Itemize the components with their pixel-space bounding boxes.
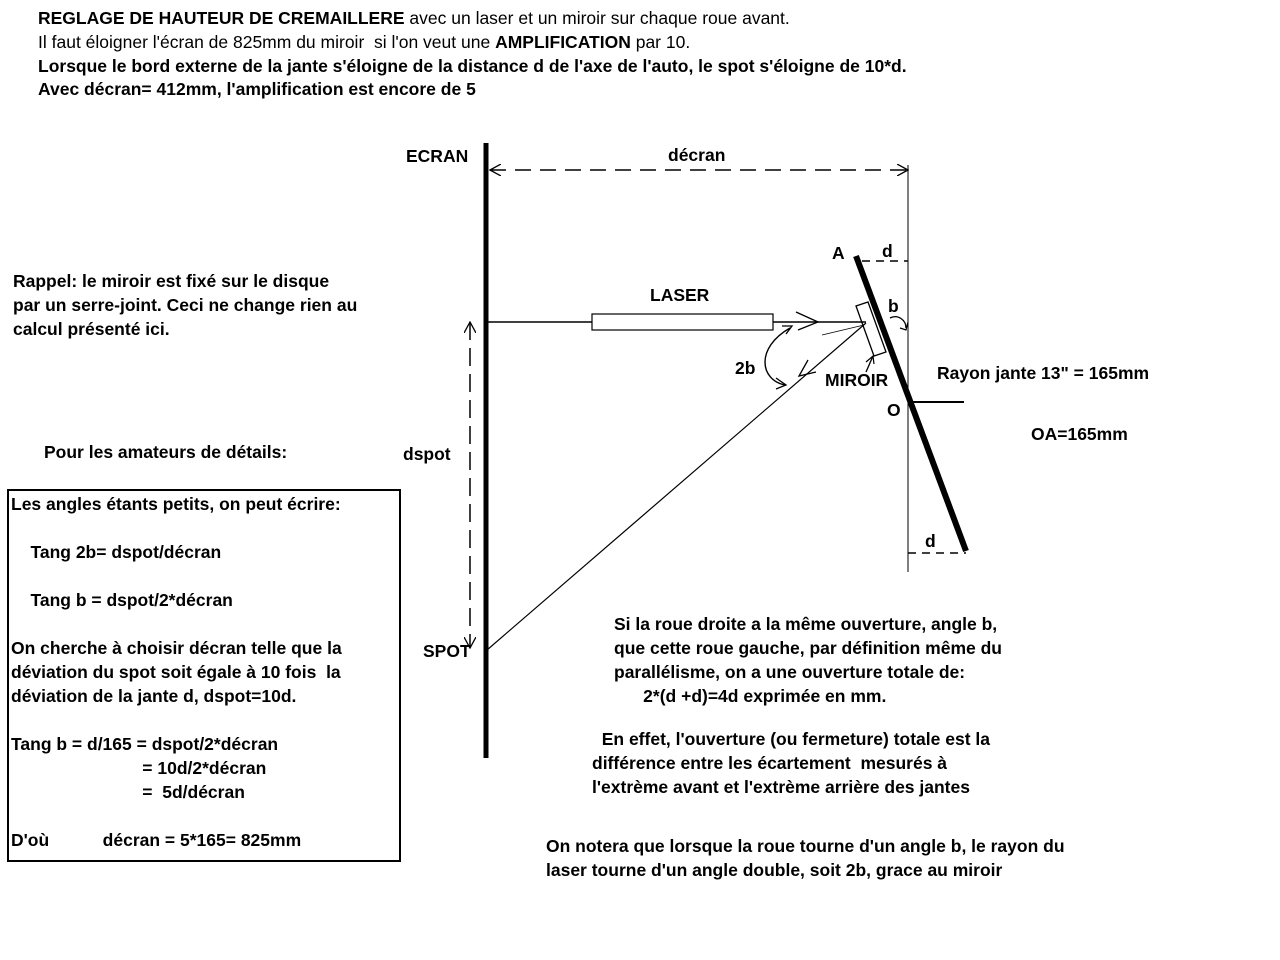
header-line-4: Avec décran= 412mm, l'amplification est encore de 5 — [38, 79, 476, 99]
rappel-line-2: par un serre-joint. Ceci ne change rien au — [13, 295, 358, 315]
details-line: Les angles étants petits, on peut écrire: — [11, 494, 341, 514]
header-line-3: Lorsque le bord externe de la jante s'éloigne de la distance d de l'axe de l'auto, le spot s'éloigne de 10*d. — [38, 56, 907, 76]
details-line: D'où décran = 5*165= 825mm — [11, 830, 302, 850]
details-line: Tang b = d/165 = dspot/2*décran — [11, 734, 279, 754]
label-dspot: dspot — [403, 444, 451, 464]
right-para2-line: En effet, l'ouverture (ou fermeture) totale est la — [592, 729, 990, 749]
label-point-a: A — [832, 243, 845, 263]
label-miroir: MIROIR — [825, 370, 889, 390]
header-title: REGLAGE DE HAUTEUR DE CREMAILLERE — [38, 8, 405, 28]
label-angle-b: b — [888, 296, 899, 316]
label-oa: OA=165mm — [1031, 424, 1128, 444]
right-para2-line: différence entre les écartement mesurés à — [592, 753, 948, 773]
laser-box — [592, 314, 773, 330]
rappel-line-1: Rappel: le miroir est fixé sur le disque — [13, 271, 330, 291]
bottom-note-line: laser tourne d'un angle double, soit 2b, grace au miroir — [546, 860, 1003, 880]
rappel-line-3: calcul présenté ici. — [13, 319, 170, 339]
label-d-top: d — [882, 241, 893, 261]
label-spot: SPOT — [423, 641, 471, 661]
angle-b-arc — [890, 317, 906, 328]
amateurs-heading: Pour les amateurs de détails: — [44, 442, 288, 462]
angle-2b-arc — [765, 328, 790, 385]
header-line-2-a: Il faut éloigner l'écran de 825mm du miroir si l'on veut une — [38, 32, 496, 52]
angle-b-arrow — [900, 322, 908, 330]
right-para1-line: parallélisme, on a une ouverture totale de: — [614, 662, 966, 682]
header-line-1-rest: avec un laser et un miroir sur chaque roue avant. — [404, 8, 790, 28]
label-laser: LASER — [650, 285, 710, 305]
details-line: Tang b = dspot/2*décran — [11, 590, 233, 610]
header-amplification: AMPLIFICATION — [495, 32, 631, 52]
beam-arrow-head — [796, 312, 818, 330]
right-para1-line: Si la roue droite a la même ouverture, angle b, — [614, 614, 998, 634]
right-para2-line: l'extrème avant et l'extrème arrière des jantes — [592, 777, 970, 797]
details-line: On cherche à choisir décran telle que la — [11, 638, 342, 658]
reflected-beam — [487, 323, 866, 650]
label-ecran: ECRAN — [406, 146, 469, 166]
label-point-o: O — [887, 400, 901, 420]
details-line: Tang 2b= dspot/décran — [11, 542, 222, 562]
label-rayon-jante: Rayon jante 13" = 165mm — [937, 363, 1150, 383]
label-angle-2b: 2b — [735, 358, 756, 378]
right-para1-line: 2*(d +d)=4d exprimée en mm. — [614, 686, 887, 706]
details-line: = 10d/2*décran — [11, 758, 267, 778]
details-line: déviation du spot soit égale à 10 fois la — [11, 662, 341, 682]
header-line-2-c: par 10. — [630, 32, 691, 52]
label-decran: décran — [668, 145, 726, 165]
details-line: déviation de la jante d, dspot=10d. — [11, 686, 297, 706]
right-para1-line: que cette roue gauche, par définition même du — [614, 638, 1002, 658]
rim-line — [856, 256, 966, 551]
label-d-bottom: d — [925, 531, 936, 551]
details-line: = 5d/décran — [11, 782, 245, 802]
bottom-note-line: On notera que lorsque la roue tourne d'un angle b, le rayon du — [546, 836, 1065, 856]
